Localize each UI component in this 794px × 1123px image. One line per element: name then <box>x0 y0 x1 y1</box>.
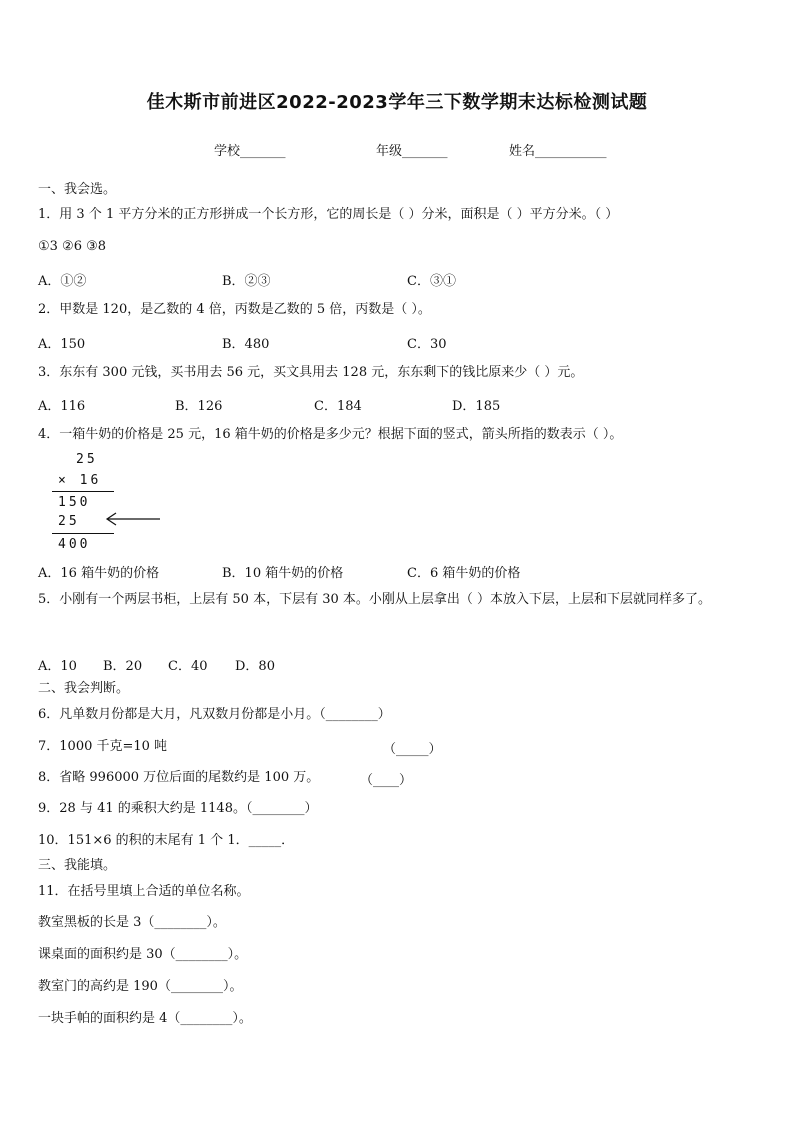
fill-item[interactable]: 教室黑板的长是 3（________）。 <box>38 915 226 930</box>
fill-item[interactable]: 一块手帕的面积约是 4（________）。 <box>38 1011 252 1026</box>
question-3: 3．东东有 300 元钱，买书用去 56 元，买文具用去 128 元，东东剩下的钱比原来少（ ）元。 <box>38 365 584 380</box>
option-c[interactable]: C．③① <box>407 274 456 289</box>
fill-item[interactable]: 教室门的高约是 190（________）。 <box>38 979 243 994</box>
answer-blank[interactable]: （_____） <box>383 742 442 757</box>
question-10: 10．151×6 的积的末尾有 1 个 1．_____． <box>38 833 295 848</box>
name-field[interactable]: 姓名___________ <box>509 144 607 159</box>
section-heading: 二、我会判断。 <box>38 681 130 696</box>
option-c[interactable]: C．184 <box>314 399 362 414</box>
option-b[interactable]: B．480 <box>222 337 270 352</box>
question-6: 6．凡单数月份都是大月，凡双数月份都是小月。（________） <box>38 707 391 722</box>
option-c[interactable]: C．40 <box>168 659 208 674</box>
calc-multiplicand: 25 <box>76 452 98 467</box>
fill-item[interactable]: 课桌面的面积约是 30（________）。 <box>38 947 248 962</box>
option-a[interactable]: A．10 <box>38 659 77 674</box>
calc-rule <box>52 533 114 534</box>
answer-blank[interactable]: （____） <box>360 773 413 788</box>
question-9: 9．28 与 41 的乘积大约是 1148。（________） <box>38 801 318 816</box>
question-5: 5．小刚有一个两层书柜，上层有 50 本，下层有 30 本。小刚从上层拿出（ ）本放入下层，上层和下层就同样多了。 <box>38 592 712 607</box>
option-b[interactable]: B．②③ <box>222 274 271 289</box>
option-d[interactable]: D．185 <box>452 399 501 414</box>
page-title: 佳木斯市前进区2022-2023学年三下数学期末达标检测试题 <box>146 92 648 113</box>
option-c[interactable]: C．30 <box>407 337 447 352</box>
question-4: 4．一箱牛奶的价格是 25 元，16 箱牛奶的价格是多少元？根据下面的竖式，箭头所指的数表示（ ）。 <box>38 427 623 442</box>
school-field[interactable]: 学校_______ <box>214 144 286 159</box>
option-d[interactable]: D．80 <box>235 659 275 674</box>
arrow-left-icon <box>104 512 162 526</box>
calc-rule <box>52 491 114 492</box>
option-b[interactable]: B．10 箱牛奶的价格 <box>222 566 344 581</box>
grade-field[interactable]: 年级_______ <box>376 144 448 159</box>
calc-result: 400 <box>58 537 91 552</box>
option-a[interactable]: A．116 <box>38 399 86 414</box>
section-heading: 三、我能填。 <box>38 858 117 873</box>
option-c[interactable]: C．6 箱牛奶的价格 <box>407 566 521 581</box>
question-2: 2．甲数是 120，是乙数的 4 倍，丙数是乙数的 5 倍，丙数是（ ）。 <box>38 302 431 317</box>
option-b[interactable]: B．20 <box>103 659 143 674</box>
calc-partial-1: 150 <box>58 495 91 510</box>
question-8: 8．省略 996000 万位后面的尾数约是 100 万。 <box>38 770 320 785</box>
student-info-line <box>0 140 794 160</box>
option-a[interactable]: A．16 箱牛奶的价格 <box>38 566 160 581</box>
option-a[interactable]: A．150 <box>38 337 86 352</box>
calc-partial-2: 25 <box>58 514 80 529</box>
option-b[interactable]: B．126 <box>175 399 223 414</box>
question-11: 11．在括号里填上合适的单位名称。 <box>38 884 250 899</box>
question-1: 1．用 3 个 1 平方分米的正方形拼成一个长方形，它的周长是（ ）分米，面积是（ ）平方分米。（ ） <box>38 207 619 222</box>
vertical-multiplication <box>52 450 162 550</box>
question-7: 7．1000 千克=10 吨 <box>38 739 168 754</box>
section-heading: 一、我会选。 <box>38 182 117 197</box>
option-a[interactable]: A．①② <box>38 274 87 289</box>
question-1-choices: ①3 ②6 ③8 <box>38 239 107 254</box>
calc-multiplier: × 16 <box>58 473 102 488</box>
